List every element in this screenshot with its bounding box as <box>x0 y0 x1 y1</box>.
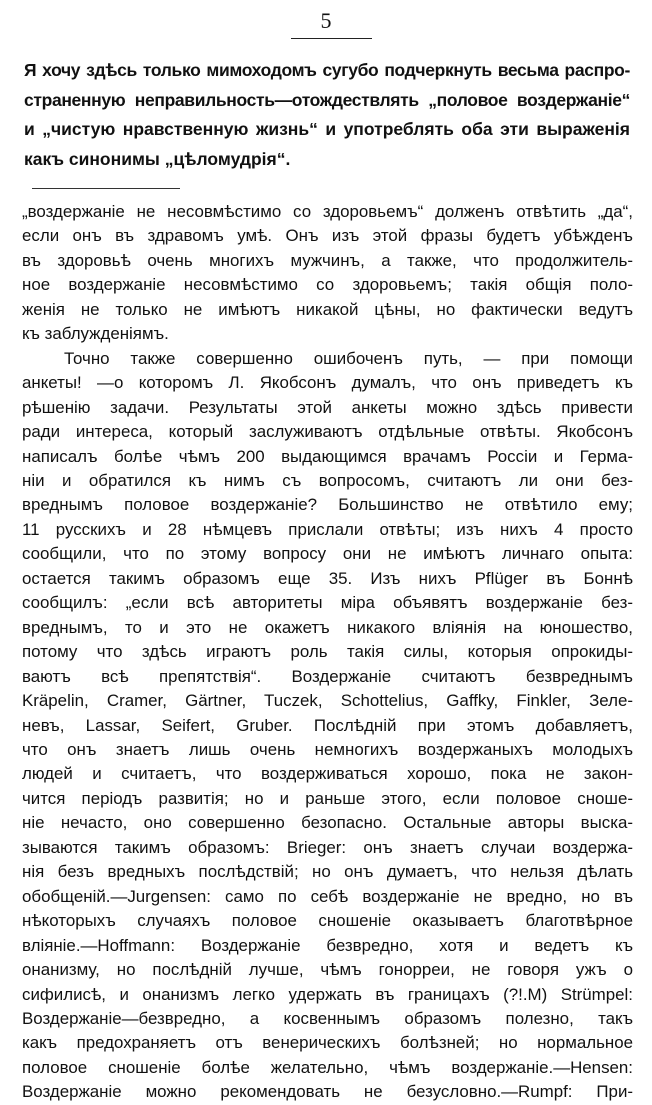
text-line: ради интереса, который заслуживаютъ отдѣльные отвѣты. Якобсонъ <box>22 422 633 442</box>
text-line: половое сношеніе болѣе желательно, чѣмъ воздержаніе.—Hensen: <box>22 1057 633 1077</box>
text-line: онанизму, но послѣдній лучше, чѣмъ гонорреи, не говоря ужъ о <box>22 960 633 980</box>
page-number: 5 <box>320 8 332 33</box>
text-line: Воздержаніе можно рекомендовать не безусловно.—Rumpf: При- <box>22 1082 633 1102</box>
body-text <box>22 200 633 1105</box>
text-line: вліяніе.—Hoffmann: Воздержаніе безвредно, хотя и ведетъ къ <box>22 935 633 955</box>
section-divider <box>32 188 180 189</box>
text-line: Kräpelin, Cramer, Gärtner, Tuczek, Schottelius, Gaffky, Finkler, Зеле- <box>22 691 633 711</box>
text-line: нѣкоторыхъ случаяхъ половое сношеніе оказываетъ благотвѣрное <box>22 911 633 931</box>
text-line: зываются такимъ образомъ: Brieger: онъ знаетъ случаи воздержа- <box>22 837 633 857</box>
text-line: анкеты! —о которомъ Л. Якобсонъ думалъ, что онъ приведетъ къ <box>22 373 633 393</box>
text-line: сообщилъ: „если всѣ авторитеты міра объявятъ воздержаніе без- <box>22 593 633 613</box>
text-line: ваютъ всѣ препятствія“. Воздержаніе считаютъ безвреднымъ <box>22 666 633 686</box>
text-line: Воздержаніе—безвредно, а косвеннымъ образомъ полезно, такъ <box>22 1008 633 1028</box>
text-line: женія не только не имѣютъ никакой цѣны, но фактически ведутъ <box>22 299 633 319</box>
emphasis-paragraph <box>24 56 630 174</box>
text-line: вреднымъ половое воздержаніе? Большинство не отвѣтило ему; <box>22 495 633 515</box>
emphasis-line: страненную неправильность—отождествлять „половое воздержаніе“ <box>24 89 630 110</box>
text-line: написалъ болѣе чѣмъ 200 выдающимся врачамъ Россіи и Герма- <box>22 446 633 466</box>
text-line: потому что здѣсь играютъ роль такія силы, которыя опрокиды- <box>22 642 633 662</box>
text-line: сифилисѣ, и онанизмъ легко удержать въ границахъ (?!.М) Strümpel: <box>22 984 633 1004</box>
text-line: „воздержаніе не несовмѣстимо со здоровьемъ“ долженъ отвѣтить „да“, <box>22 202 633 221</box>
emphasis-line: какъ синонимы „цѣломудрія“. <box>24 148 291 169</box>
text-line: сообщили, что по этому вопросу они не имѣютъ личнаго опыта: <box>22 544 633 564</box>
text-line: что онъ знаетъ лишь очень немногихъ воздержаныхъ молодыхъ <box>22 739 633 759</box>
text-line: Точно также совершенно ошибоченъ путь, — при помощи <box>64 348 633 368</box>
text-line: 11 русскихъ и 28 нѣмцевъ прислали отвѣты; изъ нихъ 4 просто <box>22 519 633 539</box>
text-line: невъ, Lassar, Seifert, Gruber. Послѣдній при этомъ добавляетъ, <box>22 715 633 735</box>
text-line: ное воздержаніе несовмѣстимо со здоровьемъ; такія общія поло- <box>22 275 633 295</box>
text-line: вреднымъ, то и это не окажетъ никакого вліянія на юношество, <box>22 617 633 637</box>
page-number-block <box>0 8 652 34</box>
text-line: какъ предохраняетъ отъ венерическихъ болѣзней; но нормальное <box>22 1033 633 1053</box>
page-number-underline <box>291 38 372 39</box>
text-line: въ здоровьѣ очень многихъ мужчинъ, а также, что продолжитель- <box>22 250 633 270</box>
text-line: къ заблужденіямъ. <box>22 324 169 344</box>
text-line: ніи и обратился къ нимъ съ вопросомъ, считаютъ ли они без- <box>22 470 633 490</box>
emphasis-line: Я хочу здѣсь только мимоходомъ сугубо подчеркнуть весьма распро- <box>24 60 630 80</box>
text-line: остается такимъ образомъ еще 35. Изъ нихъ Pflüger въ Боннѣ <box>22 568 633 588</box>
text-line: людей и считаетъ, что воздерживаться хорошо, пока не закон- <box>22 764 633 784</box>
text-line: рѣшенію задачи. Результаты этой анкеты можно здѣсь привести <box>22 397 633 417</box>
text-line: если онъ въ здравомъ умѣ. Онъ изъ этой фразы будетъ убѣжденъ <box>22 226 633 246</box>
text-line: нія безъ вредныхъ послѣдствій; но онъ думаетъ, что нельзя дѣлать <box>22 862 633 882</box>
text-line: ніе нечасто, оно совершенно безопасно. Остальные авторы выска- <box>22 813 633 833</box>
emphasis-line: и „чистую нравственную жизнь“ и употреблять оба эти выраженія <box>24 119 630 139</box>
text-line: обобщеній.—Jurgensen: само по себѣ воздержаніе не вредно, но въ <box>22 886 633 906</box>
text-line: чится періодъ развитія; но и раньше этого, если половое сноше- <box>22 788 633 808</box>
